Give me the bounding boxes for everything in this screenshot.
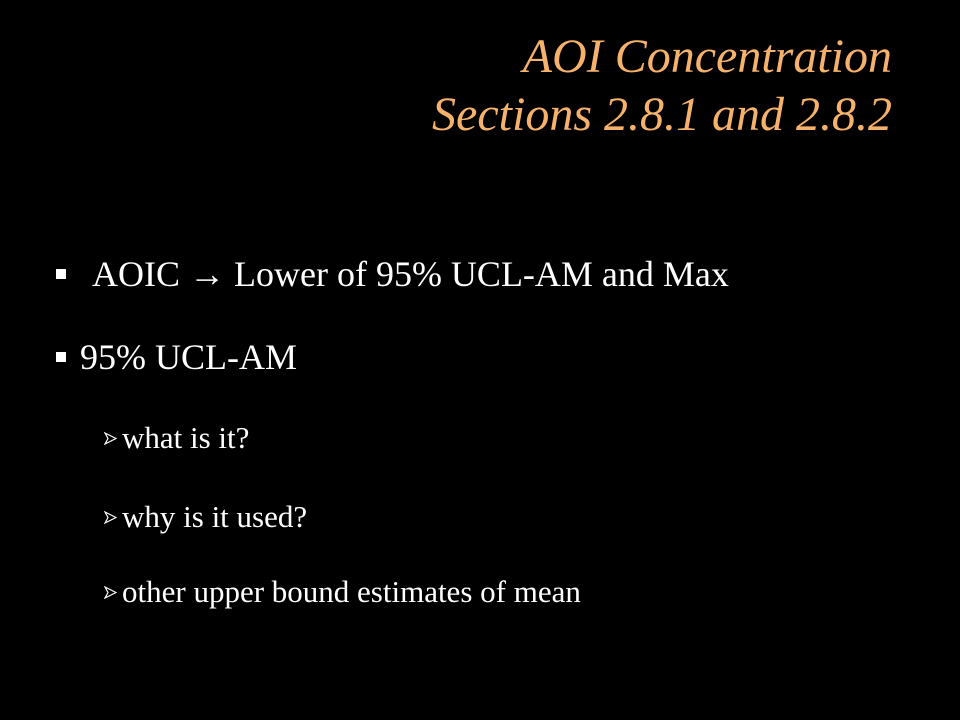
arrowhead-bullet-icon [104, 432, 117, 445]
arrowhead-bullet-icon [104, 511, 117, 524]
square-bullet-icon [56, 269, 66, 279]
slide-title [192, 28, 892, 144]
bullet-item [56, 337, 297, 377]
sub-bullet-text: why is it used? [122, 499, 308, 534]
bullet-item [56, 254, 729, 294]
sub-bullet-text: other upper bound estimates of mean [122, 574, 581, 609]
square-bullet-icon [56, 352, 66, 362]
sub-bullet-item [104, 420, 249, 456]
title-line-1: AOI Concentration [522, 30, 892, 83]
title-line-2: Sections 2.8.1 and 2.8.2 [432, 88, 892, 141]
bullet-text: AOIC → Lower of 95% UCL-AM and Max [92, 254, 729, 294]
sub-bullet-item [104, 574, 581, 610]
sub-bullet-item [104, 499, 307, 535]
sub-bullet-text: what is it? [122, 420, 250, 455]
arrowhead-bullet-icon [104, 586, 117, 599]
bullet-text: 95% UCL-AM [80, 337, 297, 377]
